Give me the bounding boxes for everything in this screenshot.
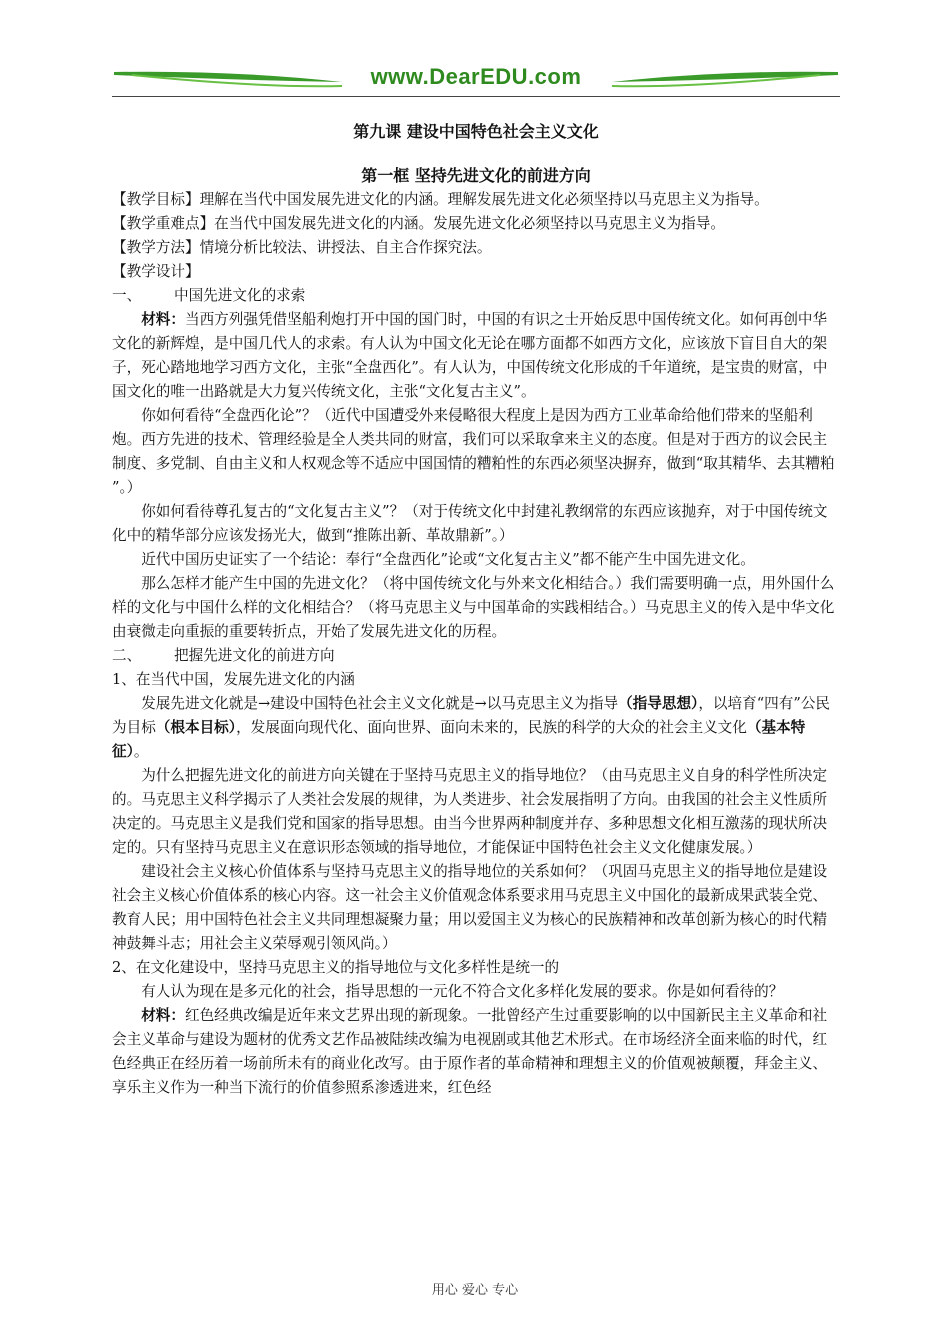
paragraph-revivalism: 你如何看待尊孔复古的“文化复古主义”？（对于传统文化中封建礼教纲常的东西应该抛弃，对于中国传统文化中的精华部分应该发扬光大，做到“推陈出新、革故鼎新”。）: [112, 503, 828, 544]
paragraph-combination: 那么怎样才能产生中国的先进文化？（将中国传统文化与外来文化相结合。）我们需要明确一点，用外国什么样的文化与中国什么样的文化相结合？（将马克思主义与中国革命的实践相结合。）马克思主义的传入是中华文化由衰微走向重振的重要转折点，开始了发展先进文化的历程。: [112, 575, 835, 640]
paragraph-conclusion: 近代中国历史证实了一个结论：奉行“全盘西化”论或“文化复古主义”都不能产生中国先进文化。: [141, 551, 755, 568]
paragraph-diversity: 有人认为现在是多元化的社会，指导思想的一元化不符合文化多样化发展的要求。你是如何看待的？: [141, 983, 784, 1000]
paragraph-definition: 发展先进文化就是→建设中国特色社会主义文化就是→以马克思主义为指导（指导思想），以培育“四有”公民为目标（根本目标），发展面向现代化、面向世界、面向未来的，民族的科学的大众的社会主义文化（基本特征）。: [112, 695, 831, 760]
document-body: [112, 118, 840, 1100]
teaching-design: 【教学设计】: [112, 263, 200, 280]
material-paragraph-1: 材料：当西方列强凭借坚船利炮打开中国的国门时，中国的有识之士开始反思中国传统文化。如何再创中华文化的新辉煌，是中国几代人的求索。有人认为中国文化无论在哪方面都不如西方文化，应该放下盲目自大的架子，死心踏地地学习西方文化，主张“全盘西化”。有人认为，中国传统文化形成的千年道统，是宝贵的财富，中国文化的唯一出路就是大力复兴传统文化，主张“文化复古主义”。: [112, 311, 828, 400]
teaching-method: 【教学方法】情境分析比较法、讲授法、自主合作探究法。: [112, 239, 492, 256]
site-header: [112, 62, 840, 98]
site-logo[interactable]: www.DearEDU.com: [370, 64, 582, 89]
subheading-1: 1、在当代中国，发展先进文化的内涵: [112, 671, 355, 688]
subheading-2: 2、在文化建设中，坚持马克思主义的指导地位与文化多样性是统一的: [112, 959, 560, 976]
paragraph-core-values: 建设社会主义核心价值体系与坚持马克思主义的指导地位的关系如何？（巩固马克思主义的指导地位是建设社会主义核心价值体系的核心内容。这一社会主义价值观念体系要求用马克思主义中国化的最新成果武装全党、教育人民；用中国特色社会主义共同理想凝聚力量；用以爱国主义为核心的民族精神和改革创新为核心的时代精神鼓舞斗志；用社会主义荣辱观引领风尚。）: [112, 863, 828, 952]
paragraph-westernization: 你如何看待“全盘西化论”？（近代中国遭受外来侵略很大程度上是因为西方工业革命给他们带来的坚船利炮。西方先进的技术、管理经验是全人类共同的财富，我们可以采取拿来主义的态度。但是对于西方的议会民主制度、多党制、自由主义和人权观念等不适应中国国情的糟粕性的东西必须坚决摒弃，做到“取其精华、去其糟粕 ”。）: [112, 407, 835, 496]
section-heading-1: 一、 中国先进文化的求索: [112, 287, 306, 304]
teaching-goal: 【教学目标】理解在当代中国发展先进文化的内涵。理解发展先进文化必须坚持以马克思主义为指导。: [112, 191, 769, 208]
material-paragraph-2: 材料：红色经典改编是近年来文艺界出现的新现象。一批曾经产生过重要影响的以中国新民主主义革命和社会主义革命与建设为题材的优秀文艺作品被陆续改编为电视剧或其他艺术形式。在市场经济全面来临的时代，红色经典正在经历着一场前所未有的商业化改写。由于原作者的革命精神和理想主义的价值观被颠覆，拜金主义、享乐主义作为一种当下流行的价值参照系渗透进来，红色经: [112, 1007, 828, 1096]
section-title: 第一框 坚持先进文化的前进方向: [361, 166, 591, 185]
header-divider: [112, 96, 840, 97]
page-footer: 用心 爱心 专心: [431, 1283, 519, 1298]
section-heading-2: 二、 把握先进文化的前进方向: [112, 647, 335, 664]
teaching-focus: 【教学重难点】在当代中国发展先进文化的内涵。发展先进文化必须坚持以马克思主义为指导。: [112, 215, 725, 232]
lesson-title: 第九课 建设中国特色社会主义文化: [353, 122, 599, 141]
paragraph-why-marxism: 为什么把握先进文化的前进方向关键在于坚持马克思主义的指导地位？（由马克思主义自身的科学性所决定的。马克思主义科学揭示了人类社会发展的规律，为人类进步、社会发展指明了方向。由我国的社会主义性质所决定的。马克思主义是我们党和国家的指导思想。由当今世界两种制度并存、多种思想文化相互激荡的现状所决定的。只有坚持马克思主义在意识形态领域的指导地位，才能保证中国特色社会主义文化健康发展。）: [112, 767, 828, 856]
